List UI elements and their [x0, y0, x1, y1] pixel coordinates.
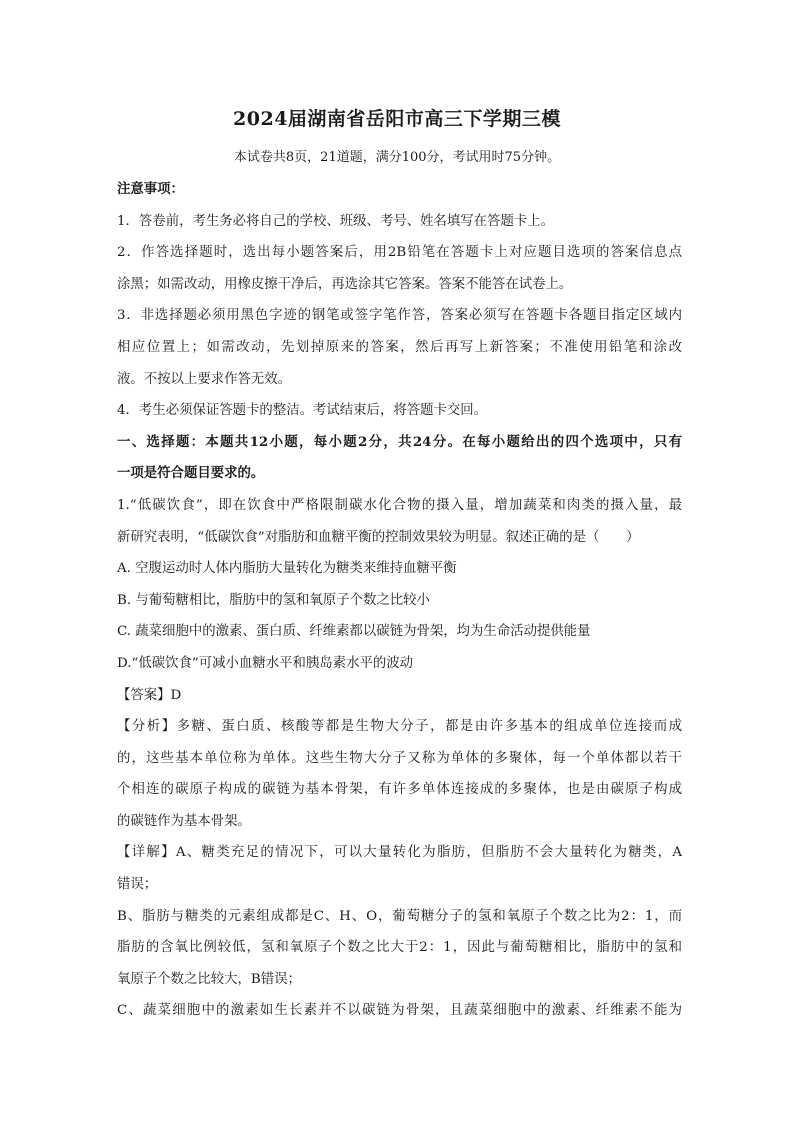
notice-item: 2．作答选择题时，选出每小题答案后，用2B铅笔在答题卡上对应题目选项的答案信息点 [117, 245, 682, 261]
analysis-text: 个相连的碳原子构成的碳链为基本骨架，有许多单体连接成的多聚体，也是由碳原子构成 [117, 782, 682, 798]
detail-text: 错误； [117, 877, 158, 893]
page-title: 2024届湖南省岳阳市高三下学期三模 [233, 108, 561, 130]
detail-text: 氧原子个数之比较大，B错误； [117, 971, 301, 987]
section-heading: 一、选择题：本题共12小题，每小题2分，共24分。在每小题给出的四个选项中，只有 [117, 433, 682, 450]
detail-text: 【详解】A、糖类充足的情况下，可以大量转化为脂肪，但脂肪不会大量转化为糖类，A [117, 845, 682, 861]
detail-text: 脂肪的含氧比例较低，氢和氧原子个数之比大于2：1，因此与葡萄糖相比，脂肪中的氢和 [117, 940, 682, 956]
option-c: C. 蔬菜细胞中的激素、蛋白质、纤维素都以碳链为骨架，均为生命活动提供能量 [117, 624, 591, 640]
analysis-text: 的碳链作为基本骨架。 [117, 813, 251, 829]
analysis-text: 【分析】多糖、蛋白质、核酸等都是生物大分子，都是由许多基本的组成单位连接而成 [117, 719, 682, 735]
notice-item: 涂黑；如需改动，用橡皮擦干净后，再选涂其它答案。答案不能答在试卷上。 [117, 276, 573, 292]
option-a: A. 空腹运动时人体内脂肪大量转化为糖类来维持血糖平衡 [117, 561, 457, 577]
notice-item: 液。不按以上要求作答无效。 [117, 371, 292, 387]
detail-text: C、蔬菜细胞中的激素如生长素并不以碳链为骨架，且蔬菜细胞中的激素、纤维素不能为 [117, 1003, 682, 1019]
notice-item: 3．非选择题必须用黑色字迹的钢笔或签字笔作答，答案必须写在答题卡各题目指定区域内 [117, 308, 682, 324]
option-b: B. 与葡萄糖相比，脂肪中的氢和氧原子个数之比较小 [117, 592, 430, 608]
exam-info: 本试卷共8页，21道题，满分100分，考试用时75分钟。 [233, 150, 561, 165]
detail-text: B、脂肪与糖类的元素组成都是C、H、O，葡萄糖分子的氢和氧原子个数之比为2：1，而 [117, 908, 682, 924]
section-heading: 一项是符合题目要求的。 [117, 465, 265, 482]
question-stem: 1.“低碳饮食”，即在饮食中严格限制碳水化合物的摄入量，增加蔬菜和肉类的摄入量，最 [117, 497, 682, 513]
notice-item: 1．答卷前，考生务必将自己的学校、班级、考号、姓名填写在答题卡上。 [117, 213, 555, 229]
document-body [117, 174, 682, 1027]
option-d: D.“低碳饮食”可减小血糖水平和胰岛素水平的波动 [117, 655, 414, 671]
notice-item: 4．考生必须保证答题卡的整洁。考试结束后，将答题卡交回。 [117, 403, 488, 419]
answer: 【答案】D [117, 687, 182, 703]
question-stem: 新研究表明，“低碳饮食”对脂肪和血糖平衡的控制效果较为明显。叙述正确的是（ ） [117, 529, 640, 545]
analysis-text: 的，这些基本单位称为单体。这些生物大分子又称为单体的多聚体，每一个单体都以若干 [117, 750, 682, 766]
notice-item: 相应位置上；如需改动，先划掉原来的答案，然后再写上新答案；不准使用铅笔和涂改 [117, 339, 682, 355]
notice-heading: 注意事项： [117, 181, 184, 197]
